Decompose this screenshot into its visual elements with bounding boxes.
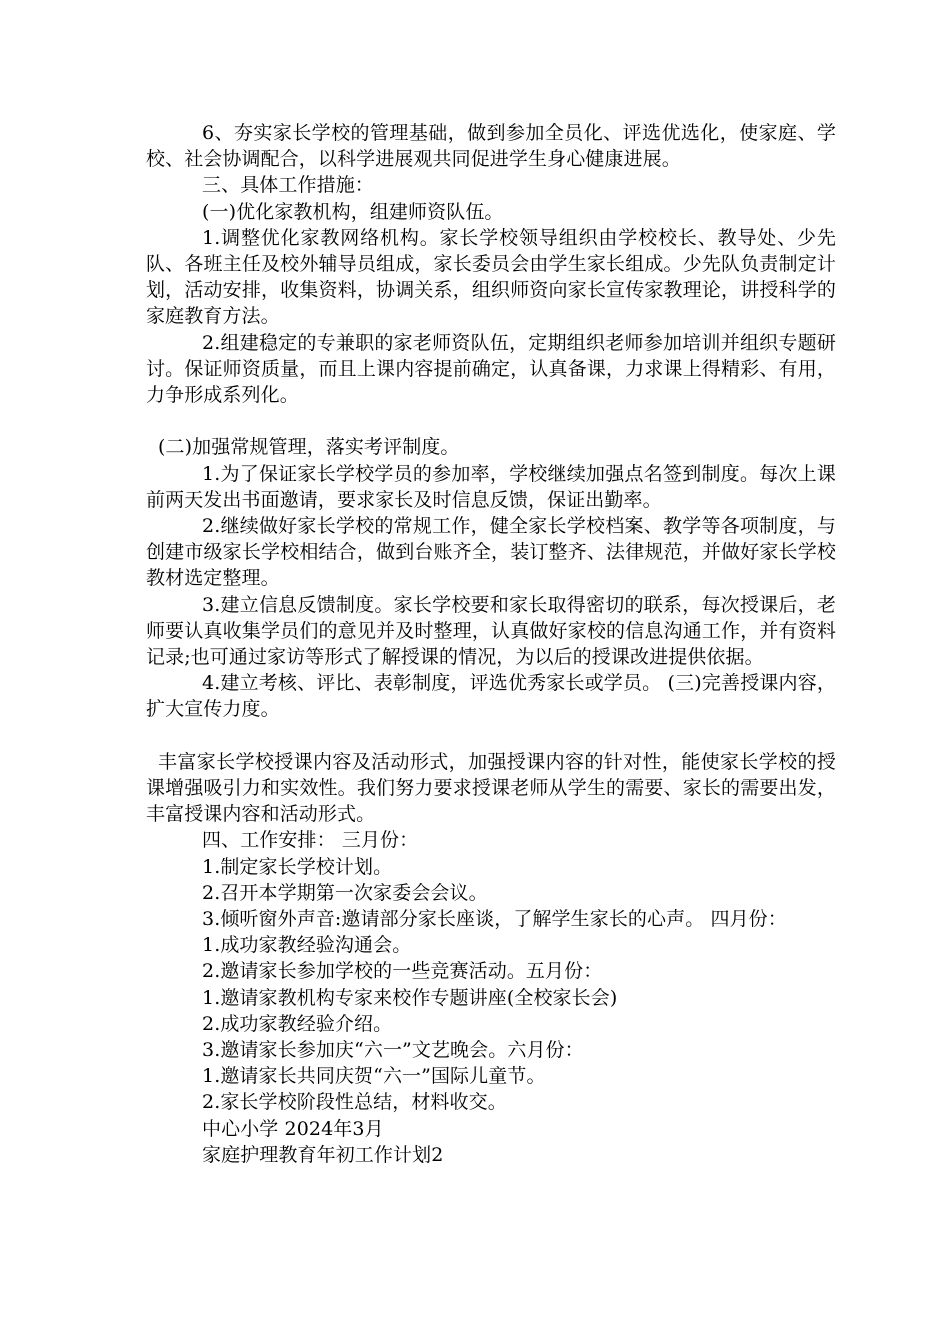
list-item: 1.邀请家长共同庆贺“六一”国际儿童节。 (202, 1065, 546, 1088)
paragraph: 2.组建稳定的专兼职的家老师资队伍，定期组织老师参加培训并组织专题研讨。保证师资质量，而且上课内容提前确定，认真备课，力求课上得精彩、有用，力争形成系列化。 (146, 331, 836, 407)
signature-line: 中心小学 2024年3月 (202, 1117, 384, 1140)
subsection-heading: (二)加强常规管理，落实考评制度。 (158, 436, 460, 459)
paragraph: 4.建立考核、评比、表彰制度，评选优秀家长或学员。 (三)完善授课内容，扩大宣传力度。 (146, 672, 836, 721)
list-item: 1.邀请家教机构专家来校作专题讲座(全校家长会) (202, 986, 618, 1009)
next-title: 家庭护理教育年初工作计划2 (202, 1143, 444, 1166)
list-item: 1.制定家长学校计划。 (202, 855, 393, 878)
paragraph: 1.调整优化家教网络机构。家长学校领导组织由学校校长、教导处、少先队、各班主任及校外辅导员组成，家长委员会由学生家长组成。少先队负责制定计划，活动安排，收集资料，协调关系，组织师资向家长宣传家教理论，讲授科学的家庭教育方法。 (146, 226, 836, 328)
paragraph: 丰富家长学校授课内容及活动形式，加强授课内容的针对性，能使家长学校的授课增强吸引力和实效性。我们努力要求授课老师从学生的需要、家长的需要出发，丰富授课内容和活动形式。 (146, 750, 836, 826)
document-body (146, 120, 836, 1168)
list-item: 3.邀请家长参加庆“六一”文艺晚会。六月份： (202, 1039, 584, 1062)
blank-line (146, 408, 836, 434)
section-heading: 三、具体工作措施： (202, 174, 374, 197)
list-item: 2.成功家教经验介绍。 (202, 1012, 393, 1035)
list-item: 2.召开本学期第一次家委会会议。 (202, 881, 488, 904)
list-item: 3.倾听窗外声音:邀请部分家长座谈，了解学生家长的心声。 四月份： (202, 908, 787, 931)
list-item: 2.家长学校阶段性总结，材料收交。 (202, 1091, 507, 1114)
section-heading: 四、工作安排： 三月份： (202, 829, 419, 852)
paragraph: 2.继续做好家长学校的常规工作，健全家长学校档案、教学等各项制度，与创建市级家长学校相结合，做到台账齐全，装订整齐、法律规范，并做好家长学校教材选定整理。 (146, 515, 836, 590)
blank-line (146, 723, 836, 749)
paragraph: 1.为了保证家长学校学员的参加率，学校继续加强点名签到制度。每次上课前两天发出书面邀请，要求家长及时信息反馈，保证出勤率。 (146, 462, 836, 511)
paragraph: 6、夯实家长学校的管理基础，做到参加全员化、评选优选化，使家庭、学校、社会协调配合，以科学进展观共同促进学生身心健康进展。 (146, 122, 836, 171)
subsection-heading: (一)优化家教机构，组建师资队伍。 (202, 200, 504, 223)
paragraph: 3.建立信息反馈制度。家长学校要和家长取得密切的联系，每次授课后，老师要认真收集学员们的意见并及时整理，认真做好家校的信息沟通工作，并有资料记录;也可通过家访等形式了解授课的情况，为以后的授课改进提供依据。 (146, 593, 836, 669)
list-item: 1.成功家教经验沟通会。 (202, 934, 412, 957)
list-item: 2.邀请家长参加学校的一些竞赛活动。五月份： (202, 960, 603, 983)
